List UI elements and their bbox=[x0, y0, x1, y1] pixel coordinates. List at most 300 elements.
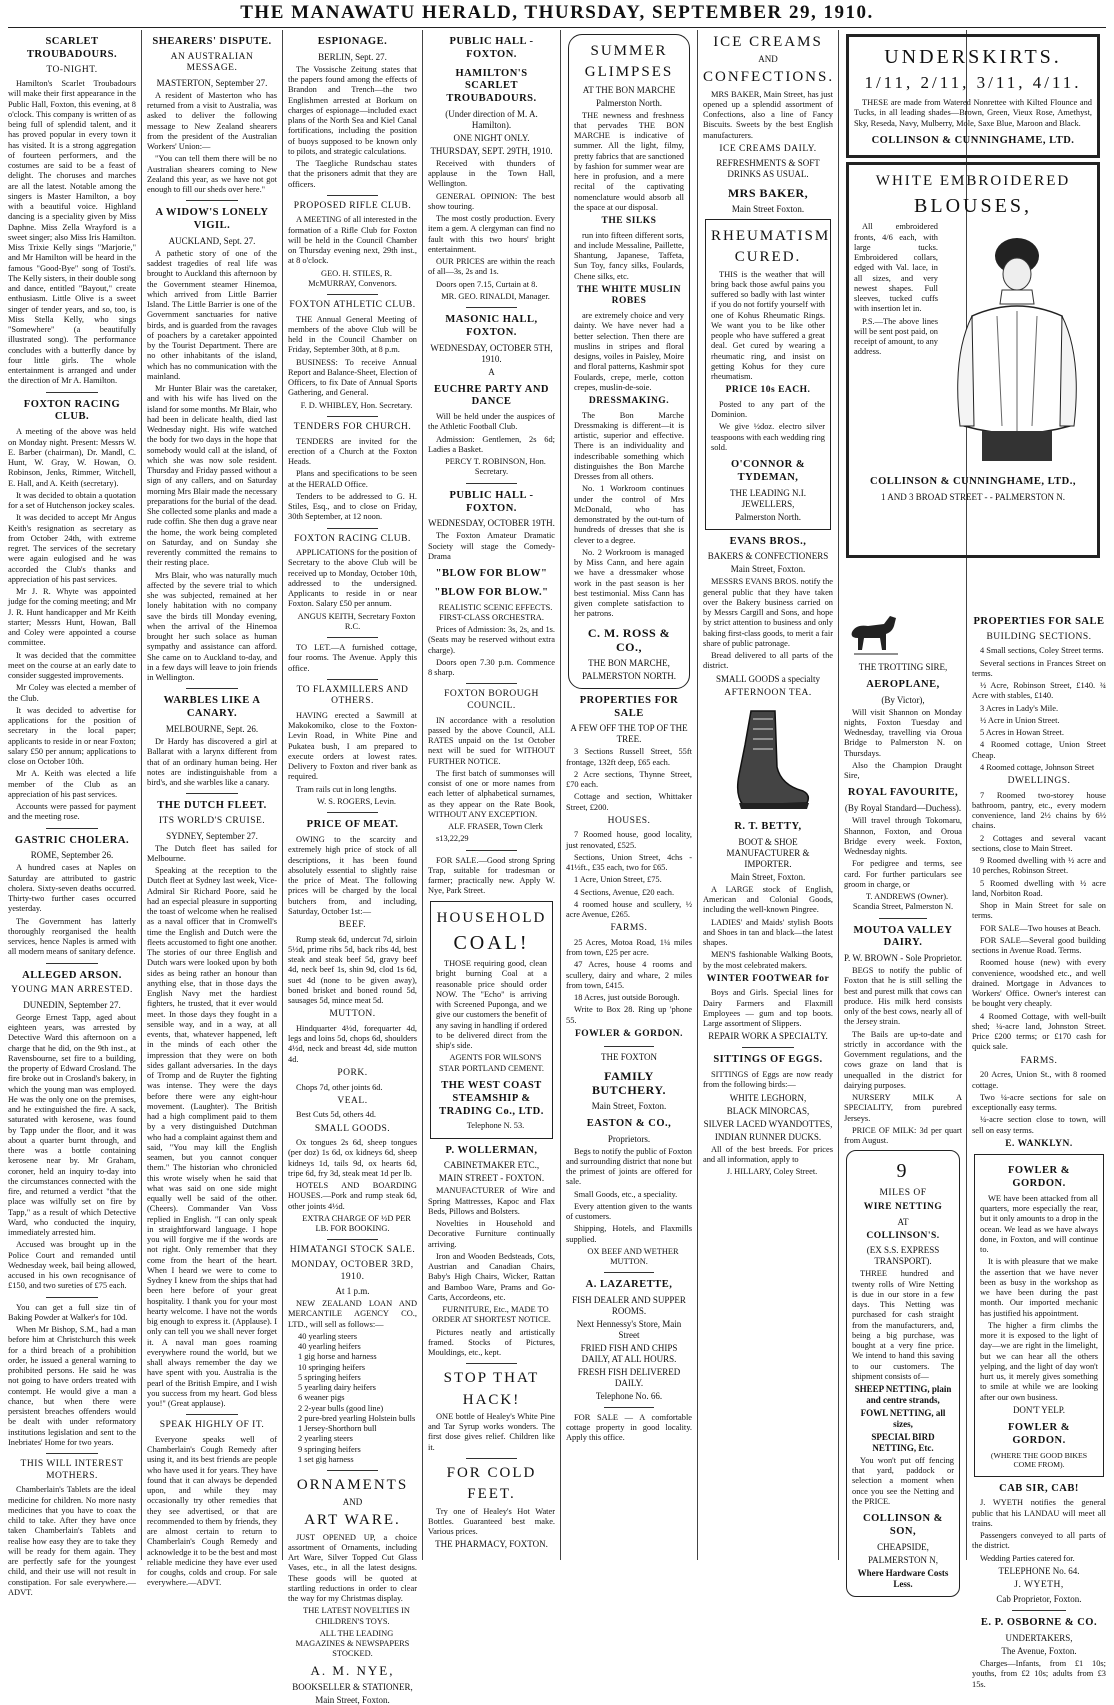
ad-heading: CONFECTIONS. bbox=[703, 69, 835, 86]
coal-ad bbox=[430, 901, 553, 1139]
paragraph: Also the Champion Draught Sire, bbox=[844, 760, 962, 781]
ad-line: WEDNESDAY, OCTOBER 5TH, 1910. bbox=[430, 342, 553, 364]
ad-signature: COLLINSON & SON, bbox=[863, 1513, 943, 1537]
ad-line: Telephone No. 66. bbox=[595, 1390, 663, 1401]
signature: MR. GEO. RINALDI, Manager. bbox=[441, 291, 550, 301]
dateline: MASTERTON, September 27. bbox=[156, 77, 268, 88]
paragraph: Small Goods, etc., a speciality. bbox=[574, 1189, 678, 1199]
list-item: 6 weaner pigs bbox=[298, 1393, 345, 1403]
separator bbox=[46, 1297, 97, 1298]
paragraph: HAVING erected a Sawmill at Makokomiko, close to the Foxton-Levin Road, in White Pine and Pukatea bush, I am prepared to execute orders at lowest rates. Delivery to Foxton and river bank as required. bbox=[288, 710, 417, 782]
list-item: 47 Acres, house 4 rooms and scullery, dairy and whare, 2 miles from town, £415. bbox=[566, 960, 692, 990]
paragraph: Mr J. R. Whyte was appointed judge for the coming meeting; and Mr J. R. Hunt handicapper and Mr Keith starter; Messrs Hunt, Howan, Ball and Coley were appointed a course committee. bbox=[8, 587, 136, 648]
ad-heading: EVANS BROS., bbox=[729, 535, 807, 547]
ad-heading: COAL! bbox=[453, 931, 530, 954]
separator bbox=[186, 688, 238, 689]
paragraph: FURNITURE, Etc., MADE TO ORDER AT SHORTEST NOTICE. bbox=[432, 1305, 551, 1325]
paragraph: ONE bottle of Healey's White Pine and Tar Syrup works wonders. The first dose gives relief. Children like it. bbox=[428, 1411, 555, 1452]
paragraph: PRICE OF MILK: 3d per quart from August. bbox=[844, 1125, 962, 1146]
separator bbox=[466, 483, 517, 484]
separator bbox=[186, 1414, 238, 1415]
separator bbox=[327, 294, 379, 295]
ad-line: ONE NIGHT ONLY. bbox=[453, 132, 530, 143]
list-item: 4 roomed house and scullery, ½ acre Avenue, £265. bbox=[566, 899, 692, 920]
column-1 bbox=[8, 30, 136, 1597]
paragraph: For pedigree and terms, see card. For further particulars see groom in charge, or bbox=[844, 859, 962, 889]
paragraph: The Taegliche Rundschau states that the prisoners admit that they are officers. bbox=[288, 159, 417, 189]
signature: F. D. WHIBLEY, Hon. Secretary. bbox=[300, 400, 413, 410]
ad-line: (WHERE THE GOOD BIKES COME FROM). bbox=[990, 1450, 1088, 1470]
paragraph: The higher a firm climbs the more it is exposed to the light of day—we are right in the limelight, but we can hear all the others yelping, and the light of day won't hurt us, it merely gives something to smile at while we are looking after our own business. bbox=[980, 1320, 1098, 1402]
separator bbox=[466, 1363, 517, 1364]
subheading: ICE CREAMS DAILY. bbox=[719, 143, 817, 154]
ad-heading: HACK! bbox=[462, 1391, 521, 1408]
subheading: MONDAY, OCTOBER 3RD, 1910. bbox=[291, 1260, 414, 1282]
subheading: MUTTON. bbox=[329, 1009, 376, 1020]
paragraph: Posted to any part of the Dominion. bbox=[711, 399, 825, 420]
paragraph: You can get a full size tin of Baking Powder at Walker's for 10d. bbox=[8, 1302, 136, 1322]
subheading: DRESSMAKING. bbox=[588, 396, 670, 407]
paragraph: BEGS to notify the public of Foxton that he is still selling the best and purest milk that cows can produce. His milk herd consists only of the best cows, nearly all of the Jersey strain. bbox=[844, 966, 962, 1027]
list-item: 2 Cottages and several vacant sections, close to Main Street. bbox=[972, 833, 1106, 853]
paragraph: Charges—Infants, from £1 10s; youths, from £2 10s; adults from £3 15s. bbox=[972, 1659, 1106, 1689]
paragraph: Begs to notify the public of Foxton and surrounding district that none but the primest of joints are offered for sale. bbox=[566, 1146, 692, 1187]
paragraph: Mr Hunter Blair was the caretaker, and with his wife has lived on the island for some months. Mr Blair, who had been in delicate health, died last Wednesday night. His wife watched the body for two days in the hope that somebody would call at the island, of which she was now sole resident. Thursday and Friday passed without a sign of any callers, and on Saturday morning Mrs Blair made the necessary preparations for the burial of the dead. She collected some planks and made a rude coffin. She then dug a grave near the home, the work being completed on Saturday, and on Sunday she reverently committed the remains to their resting place. bbox=[147, 384, 278, 568]
ad-line: BOOT & SHOE MANUFACTURER & IMPORTER. bbox=[726, 836, 810, 869]
ad-line: REPAIR WORK A SPECIALTY. bbox=[708, 1031, 828, 1042]
ad-heading: FEET. bbox=[467, 1486, 516, 1503]
paragraph: Two ¼-acre sections for sale on exceptionally easy terms. bbox=[972, 1092, 1106, 1113]
paragraph: No. 1 Workroom continues under the control of Mrs McDonald, who has demonstrated by the out-turn of hundreds of dresses that she is clever to a degree. bbox=[574, 484, 684, 545]
subheading: BEEF. bbox=[338, 920, 367, 931]
paragraph: REALISTIC SCENIC EFFECTS. FIRST-CLASS ORCHESTRA. bbox=[438, 602, 553, 622]
list-item: 3 Sections Russell Street, 55ft frontage, 132ft deep, £65 each. bbox=[566, 747, 692, 767]
ad-line: REFRESHMENTS & SOFT DRINKS AS USUAL. bbox=[716, 158, 820, 180]
ad-heading: GLIMPSES bbox=[584, 64, 674, 81]
ad-line: FRESH FISH DELIVERED DAILY. bbox=[577, 1366, 681, 1388]
separator bbox=[327, 416, 379, 417]
paragraph: MANUFACTURER of Wire and Spring Mattresses, Kapoc and Flax Beds, Pillows and Bolsters. bbox=[428, 1186, 555, 1216]
paragraph: Dr Hardy has discovered a girl at Ballarat with a larynx different from that of an ordinary human being. Her notes are indistinguishable from a bird's, and she warbles like a canary. bbox=[147, 737, 277, 788]
list-item: SHEEP NETTING, plain and centre strands, bbox=[854, 1384, 952, 1406]
dateline: MELBOURNE, Sept. 26. bbox=[165, 724, 259, 735]
ad-heading: SUMMER bbox=[590, 43, 668, 59]
list-item: BLACK MINORCAS, bbox=[726, 1105, 810, 1116]
ad-heading: AND bbox=[342, 1497, 363, 1508]
heading: HIMATANGI STOCK SALE. bbox=[289, 1245, 416, 1256]
paragraph: A meeting of the above was held on Monday night. Present: Messrs W. E. Barber (chairman), Dr. Mandl, C. Hunt, W. Gray, W. Howan, O. Robinson, Jenks, Rimmer, Witchell, E. Hall, and A. Keith (secretary). bbox=[8, 427, 136, 488]
subheading: BUILDING SECTIONS. bbox=[986, 631, 1092, 642]
column-2 bbox=[147, 30, 278, 1588]
ad-heading: PROPERTIES FOR SALE bbox=[579, 694, 679, 719]
ad-heading: ORNAMENTS bbox=[296, 1477, 409, 1494]
ad-line: PALMERSTON N, bbox=[867, 1554, 939, 1565]
ad-heading: C. M. ROSS & CO., bbox=[587, 625, 671, 655]
heading: SCARLET TROUBADOURS. bbox=[26, 36, 118, 60]
subheading: THE SILKS bbox=[601, 216, 657, 227]
paragraph: Shipping, Hotels, and Flaxmills supplied. bbox=[566, 1224, 692, 1244]
ad-heading: UNDERSKIRTS. bbox=[884, 46, 1062, 68]
ad-heading: CAB SIR, CAB! bbox=[999, 1482, 1079, 1494]
paragraph: 20 Acres, Union St., with 8 roomed cottage. bbox=[972, 1070, 1106, 1090]
paragraph: The Bon Marche Dressmaking is different—it is artistic, superior and effective. There is an individuality and indescribable something which distinguishes the Bon Marche Dresses from all others. bbox=[574, 410, 684, 482]
paragraph: Will visit Shannon on Monday nights, Foxton Tuesday and Wednesday, travelling via Oroua Bridge to Palmerston N. on Thursdays. bbox=[844, 707, 962, 758]
column-rule bbox=[697, 30, 698, 1560]
paragraph: Shop in Main Street for sale on terms. bbox=[972, 901, 1106, 921]
netting-ad bbox=[846, 1150, 960, 1596]
ad-heading: COLLINSON'S. bbox=[866, 1230, 940, 1241]
subheading: AFTERNOON TEA. bbox=[724, 687, 812, 698]
ad-line: 1 AND 3 BROAD STREET - - PALMERSTON N. bbox=[880, 492, 1066, 503]
separator bbox=[879, 918, 926, 919]
paragraph: Chops 7d, other joints 6d. bbox=[296, 1082, 383, 1092]
paragraph: THOSE requiring good, clean bright burning Coal at a reasonable price should order NOW. The "Echo" is arriving with Screened Puponga, and we give our customers the benefit of any saving in handling if ordered to be delivered direct from the ship's side. bbox=[436, 959, 547, 1051]
separator bbox=[604, 1272, 654, 1273]
ad-heading: RHEUMATISM bbox=[711, 227, 831, 244]
list-item: 2 Acre sections, Thynne Street, £70 each. bbox=[566, 769, 692, 790]
paragraph: Hindquarter 4½d, forequarter 4d, legs and loins 5d, chops 6d, shoulders 4½d, neck and breast 4d, side mutton 4d. bbox=[288, 1023, 417, 1064]
list-item: 40 yearling heifers bbox=[298, 1342, 361, 1352]
paragraph: Received with thunders of applause in the Town Hall, Wellington. bbox=[428, 158, 555, 189]
separator bbox=[604, 1407, 654, 1408]
ad-line: Main Street, Foxton. bbox=[730, 564, 806, 575]
paragraph: Accounts were passed for payment and the meeting rose. bbox=[8, 802, 136, 822]
heading: SPEAK HIGHLY OF IT. bbox=[159, 1420, 265, 1431]
paragraph: FOR SALE.—Good strong Spring Trap, suitable for tradesman or farmer; practically new. Apply W. Nye, Park Street. bbox=[428, 855, 555, 896]
paragraph: Doors open 7.15, Curtain at 8. bbox=[436, 279, 538, 289]
ad-signature: COLLINSON & CUNNINGHAME, LTD., bbox=[870, 476, 1076, 488]
paragraph: Will be held under the auspices of the Athletic Football Club. bbox=[428, 412, 555, 432]
ad-line: Proprietors. bbox=[607, 1133, 651, 1144]
ad-line: (Under direction of M. A. Hamilton). bbox=[445, 108, 538, 130]
paragraph: It was decided to obtain a quotation for a set of Hutchenson jockey scales. bbox=[8, 490, 136, 511]
paragraph: 4 Roomed Cottage, with well-built shed; ¼-acre land, Johnston Street. Price £200 terms; or £170 cash for quick sale. bbox=[972, 1011, 1106, 1052]
ad-heading: MRS BAKER, bbox=[727, 186, 809, 201]
paragraph: Accused was brought up in the Police Court and remanded until Wednesday week, bail being allowed, accused in his own recognisance of £150, and two sureties of £75 each. bbox=[8, 1240, 136, 1291]
rheumatism-ad bbox=[705, 219, 831, 530]
paragraph: J. WYETH notifies the general public that his LANDAU will meet all trains. bbox=[972, 1498, 1106, 1528]
masthead: THE MANAWATU HERALD, THURSDAY, SEPTEMBER 29, 1910. bbox=[240, 2, 874, 23]
list-item: 2 pure-bred yearling Holstein bulls bbox=[298, 1413, 416, 1423]
ad-line: Main Street, Foxton. bbox=[730, 871, 806, 882]
list-item: 5 springing heifers bbox=[298, 1372, 361, 1382]
ad-heading: ART WARE. bbox=[304, 1512, 401, 1529]
paragraph: All embroidered fronts, 4/6 each, with large tucks. Embroidered collars, edged with Val. lace, in all sizes, and very newest shapes. Full sleeves, tucked cuffs with insertion let in. bbox=[854, 222, 938, 314]
paragraph: APPLICATIONS for the position of Secretary to the above Club will be received up to Monday, October 10th, addressed to the undersigned. Applicants to reside in or near Foxton. Salary £50 per annum. bbox=[288, 548, 417, 609]
ad-code: s13,22,29 bbox=[436, 834, 469, 844]
paragraph: BUSINESS: To receive Annual Report and Balance-Sheet, Election of Officers, to fix Date of Annual Sports Gathering, and General. bbox=[288, 357, 417, 398]
ad-heading: PROPERTIES FOR SALE bbox=[973, 616, 1105, 627]
column-5 bbox=[566, 30, 692, 1560]
list-item: 9 Roomed dwelling with ½ acre and 10 perches, Robinson Street. bbox=[972, 856, 1106, 876]
subheading: FARMS. bbox=[1020, 1055, 1058, 1066]
ad-heading: FOWLER & GORDON. bbox=[1007, 1165, 1071, 1190]
column-rule bbox=[282, 30, 283, 1560]
list-item: Sections, Union Street, 4chs - 41½ft., £35 each, two for £65. bbox=[566, 852, 692, 873]
paragraph: AGENTS FOR WILSON'S STAR PORTLAND CEMENT. bbox=[439, 1053, 544, 1073]
paragraph: "You can tell them there will be no Australian shearers coming to New Zealand this year, as we have not got enough to fill our sheds over here." bbox=[147, 154, 277, 195]
ad-line: AT THE BON MARCHE bbox=[582, 84, 676, 95]
separator bbox=[327, 195, 379, 196]
ad-heading: A. LAZARETTE, bbox=[585, 1279, 673, 1291]
paragraph: SITTINGS of Eggs are now ready from the following birds:— bbox=[703, 1070, 833, 1090]
list-item: 10 springing heifers bbox=[298, 1362, 365, 1372]
paragraph: IN accordance with a resolution passed by the above Council, ALL RATES unpaid on the 1st October next will be sued for WITHOUT FURTHER NOTICE. bbox=[428, 715, 555, 766]
paragraph: Rump steak 6d, undercut 7d, sirloin 5½d, prime ribs 5d, back ribs 4d, best steak and steak beef 5d, gravy beef 4d, neck beef 1s, shin 9d, clod 1s 6d, suet 4d (none to be given away), boned brisket and boned round 5d, sausages 5d, mince meat 5d. bbox=[288, 934, 417, 1006]
ad-line: Next Hennessy's Store, Main Street bbox=[576, 1318, 682, 1340]
separator bbox=[186, 793, 238, 794]
list-item: 7 Roomed two-storey house bathroom, pantry, etc., every modern convenience, land 2½ chains by 6½ chains. bbox=[972, 790, 1106, 831]
ad-heading: MILES OF bbox=[879, 1187, 927, 1198]
ad-heading: EASTON & CO., bbox=[586, 1117, 672, 1129]
paragraph: P.S.—The above lines will be sent post paid, on receipt of amount, to any address. bbox=[854, 316, 938, 357]
ad-line: The Avenue, Foxton. bbox=[1001, 1646, 1077, 1657]
subheading: FARMS. bbox=[610, 923, 648, 934]
ad-line: THE FOXTON bbox=[600, 1051, 658, 1062]
paragraph: It was decided to advertise for applications for the position of secretary in the local paper; applicants to reside in or near Foxton; salary £50 per annum; applications to close on October 10th. bbox=[8, 705, 136, 767]
paragraph: The first batch of summonses will consist of one or more names from each letter of alphabetical surnames, as they appear on the Rate Book, WITHOUT ANY EXCEPTION. bbox=[428, 768, 555, 819]
subheading: YOUNG MAN ARRESTED. bbox=[11, 985, 133, 996]
paragraph: THE Annual General Meeting of members of the above Club will be held in the Council Chamber on Friday, September 30th, at 8 p.m. bbox=[288, 314, 417, 355]
heading: TENDERS FOR CHURCH. bbox=[293, 421, 412, 432]
separator bbox=[742, 1047, 794, 1048]
list-item: 7 Roomed house, good locality, just renovated, £525. bbox=[566, 830, 692, 850]
list-item: 25 Acres, Motoa Road, 1¼ miles from town, £25 per acre. bbox=[566, 937, 692, 958]
list-item: 4 Sections, Avenue, £20 each. bbox=[574, 887, 675, 897]
ad-line: (By Royal Standard—Duchess). bbox=[844, 803, 962, 814]
separator bbox=[327, 528, 379, 529]
column-8 bbox=[972, 610, 1106, 1689]
dateline: SYDNEY, September 27. bbox=[166, 830, 258, 841]
ad-line: FRIED FISH AND CHIPS DAILY, AT ALL HOURS. bbox=[580, 1342, 678, 1364]
separator bbox=[186, 200, 238, 201]
ad-heading: HAMILTON'S SCARLET TROUBADOURS. bbox=[446, 67, 537, 105]
paragraph: OUR PRICES are within the reach of all—3s, 2s and 1s. bbox=[428, 257, 555, 277]
ad-signature: COLLINSON & CUNNINGHAME, LTD. bbox=[871, 134, 1075, 146]
subheading: PORK. bbox=[337, 1067, 368, 1078]
paragraph: No. 2 Workroom is managed by Miss Cann, and here again we have a dressmaker whose work in the past season is her best testimonial. Miss Cann has given complete satisfaction to her patrons. bbox=[574, 547, 684, 619]
column-rule bbox=[560, 30, 561, 1560]
separator bbox=[327, 812, 379, 813]
ad-line: Main Street, Foxton. bbox=[591, 1100, 667, 1111]
ad-line: DON'T YELP. bbox=[1012, 1404, 1066, 1415]
subheading: DWELLINGS. bbox=[1007, 776, 1071, 787]
column-rule bbox=[422, 30, 423, 1560]
column-3 bbox=[288, 30, 417, 1705]
separator bbox=[327, 1239, 379, 1240]
paragraph: Chamberlain's Tablets are the ideal medicine for children. No more nasty medicines that you have to coax the child to take. After they have once taken Chamberlain's Tablets and realise how easy they are to take they will be ready for them again. They are perfectly safe for the youngest child, and their use will not result in constipation. For sale everywhere.—ADVT. bbox=[8, 1485, 136, 1597]
paragraph: MESSRS EVANS BROS. notify the general public that they have taken over the Bakery business carried on by Messrs Cargill and Sons, and hope by strict attention to business and only baking first-class goods, to merit a fair share of public patronage. bbox=[703, 577, 833, 648]
ad-line: THURSDAY, SEPT. 29TH, 1910. bbox=[430, 145, 553, 156]
paragraph: Admission: Gentlemen, 2s 6d; Ladies a Basket. bbox=[428, 434, 555, 454]
ad-line: A bbox=[488, 366, 495, 377]
paragraph: Speaking at the reception to the Dutch fleet at Sydney last week, Vice-Admiral Sir Richard Poore, said he had an especial pleasure in supporting the toast of welcome when he realised as a naval officer that in Cromwell's time the English and Dutch were the fleets accustomed to fight one another. The stories of our three English and Dutch wars were looked upon by both sides as being rather an honour than anything else, that in those days the English Navy met the hardiest fighters, he trusted, that it ever would meet. In those days they fought in a sensible way, and in a way, at all events, that, whatever happened, left in the minds of each other the impression that they were on both sides gallant adversaries. In the days of Tromp and de Ruyter the fighting was intense. They were the days before there were any eight-hour movement. (Laughter). The British had a high compliment paid to them by a very distinguished Dutchman who had a complaint against them and said, "You may kill the English seamen, but you cannot conquer them." The historian who chronicled this wrote wisely when he said that what was said on one side might equally well be said of the other. (Cheers). Commander Van Voss replied in English. "I can only speak in straightforward language. I hope you will forgive me if the words are not right. Only remember that they come from the heart of the heart. When I heard we were to come to Sydney I knew from the ships that had been here before of your great hospitality. I thank you for your most hearty welcome. I have not the words big enough to express it. (Applause). I only can tell you we shall never forget it. A naval man goes roaming everywhere round the world, but we shall always remember the day we have spent with you. Australia is the pearl of the British Empire, and I wish you success from my heart. God bless you!" (Great applause). bbox=[147, 866, 277, 1409]
ad-heading: WIRE NETTING bbox=[863, 1202, 943, 1213]
paragraph: Plans and specifications to be seen at the HERALD Office. bbox=[288, 469, 417, 489]
paragraph: are extremely choice and very dainty. We have never had a better selection. Then there are muslins in stripes and floral designs, voiles in Paisley, Moire and floral patterns, Kashmir spot Foulards, crepe, merle, cotton crepes, muslin-de-soie. bbox=[574, 311, 685, 392]
paragraph: When Mr Bishop, S.M., had a man before him at Christchurch this week for a third breach of a prohibition order, he issued a general warning to prohibited persons. He said he was not going to have orders treated with contempt. He would give a man a chance, but when there were persistent breaches offenders would be dealt with under reformatory institutions legislation and sent to the Inebriates' Home for two years. bbox=[8, 1325, 136, 1447]
paragraph: The most costly production. Every item a gem. A clergyman can find no fault with this two hours' bright entertainment. bbox=[428, 214, 555, 254]
paragraph: You won't put off fencing that yard, paddock or selection a moment when once you see the Netting and the PRICE. bbox=[852, 1455, 954, 1506]
paragraph: JUST OPENED UP, a choice assortment of Ornaments, including Art Ware, Silver Topped Cut Glass Vases, etc., in all the latest designs. These goods will be quoted at startling reductions in order to clear the way for my Christmas display. bbox=[288, 1532, 417, 1604]
list-item: 18 Acres, just outside Borough. bbox=[574, 993, 680, 1003]
boot-illustration-icon bbox=[723, 705, 813, 815]
paragraph: Tram rails cut in long lengths. bbox=[296, 784, 397, 794]
paragraph: Boys and Girls. Special lines for Dairy Farmers and Flaxmill Employees — gum and top boots. Large assortment of Slippers. bbox=[703, 988, 833, 1029]
separator bbox=[604, 1046, 654, 1047]
separator bbox=[46, 1453, 97, 1454]
paragraph: FOR SALE—Two houses at Beach. bbox=[980, 923, 1101, 933]
ad-heading: E. P. OSBORNE & CO. bbox=[980, 1617, 1098, 1629]
ad-address: Main Street, Foxton. bbox=[315, 1694, 390, 1705]
dateline: At 1 p.m. bbox=[335, 1286, 370, 1297]
ad-heading: AEROPLANE, bbox=[866, 678, 940, 690]
ad-line: AND bbox=[758, 54, 778, 65]
ad-line: CHEAPSIDE, bbox=[877, 1541, 929, 1552]
list-item: SPECIAL BIRD NETTING, Etc. bbox=[871, 1431, 935, 1453]
ad-line: AT bbox=[897, 1216, 909, 1227]
paragraph: Mrs Blair, who was naturally much affected by the severe trial to which she was subjected, remained at her lonely habitation with no company save the birds till Monday evening, when the arrival of the Hinemoa brought her such solace as human sympathy and assistance can afford. She came on to Auckland to-day, and in a few days will leave to join friends in Wellington. bbox=[147, 570, 277, 683]
subheading: AN AUSTRALIAN MESSAGE. bbox=[170, 51, 254, 74]
ad-heading: O'CONNOR & TYDEMAN, bbox=[730, 459, 806, 483]
signature: ALF. FRASER, Town Clerk bbox=[448, 822, 543, 832]
subheading: THE WHITE MUSLIN ROBES bbox=[577, 284, 681, 307]
heading: PRICE OF MEAT. bbox=[306, 819, 399, 831]
paragraph: Passengers conveyed to all parts of the district. bbox=[972, 1531, 1106, 1551]
ad-line: Palmerston North. bbox=[735, 511, 801, 522]
paragraph: Ox tongues 2s 6d, sheep tongues (per doz) 1s 6d, ox kidneys 6d, sheep kidneys 1d, tails 9d, ox hearts 6d, tripe 6d, fry 3d, steak meat 1d per lb. bbox=[288, 1138, 417, 1178]
paragraph: Hamilton's Scarlet Troubadours will make their first appearance in the Public Hall, Foxton, this evening, at 8 o'clock. This company is written of as being full of splendid talent, and it has proved popular in every town it has visited. It is a strong aggregation of fourteen performers, and the costumes are said to be a feast of delight. The choruses and marches are all the latest. Notable among the singers is Master Hamilton, a boy with a beautiful voice. Highland dancing is a speciality given by Miss Daphne. Miss Zella Wrayford is a sweet singer; also Miss Iris Hamilton. Miss Trixie Kelly sings "Marjorie," and Mr Hamilton will be heard in the famous "Good-Bye" song of Tosti's. The Kelly sisters, in their double song and dance, entitled "Bayout," create enthusiasm. Little Olive is a sweet singer of tender years, and so, too, is Miss Stella Kelly, who sings "Somewhere" (a beautifully illustrated song). The performance concludes with a butterfly dance by four little girls. The whole entertainment is arranged and under the direction of Mr A. Hamilton. bbox=[8, 79, 136, 386]
paragraph: All of the best breeds. For prices and all information, apply to bbox=[703, 1144, 833, 1164]
separator bbox=[466, 1458, 517, 1459]
list-item: 1 gig horse and harness bbox=[298, 1352, 377, 1362]
paragraph: Everyone speaks well of Chamberlain's Cough Remedy after using it, and its best friends are people who have used it for years. They have found that it can always be depended upon, and while they may occasionally try other remedies that they see advertised, or that are recommended to them by friends, they are almost certain to return to Chamberlain's Cough Remedy and acknowledge it to be the best and most reliable medicine they have ever used for coughs, colds and croup. For sale everywhere.—ADVT. bbox=[147, 1434, 278, 1588]
ad-heading: STOP THAT bbox=[443, 1370, 540, 1387]
list-item: 4 Roomed cottage, Johnson Street bbox=[980, 762, 1095, 772]
list-item: 5 Roomed dwelling with ½ acre land, Norbiton Road. bbox=[972, 878, 1106, 898]
summer-ad bbox=[568, 34, 690, 689]
ad-line: Palmerston North. bbox=[596, 97, 662, 108]
ad-line: THE TROTTING SIRE, bbox=[858, 662, 948, 672]
list-item: ½ Acre in Union Street. bbox=[980, 715, 1060, 725]
paragraph: OX BEEF AND WETHER MUTTON. bbox=[587, 1246, 679, 1266]
ad-line: BAKERS & CONFECTIONERS bbox=[707, 551, 829, 562]
dateline: ROME, September 26. bbox=[30, 850, 114, 861]
ad-heading: 9 bbox=[896, 1160, 910, 1183]
signature: GEO. H. STILES, R. McMURRAY, Convenors. bbox=[308, 268, 397, 288]
signature: FOWLER & GORDON. bbox=[574, 1028, 683, 1039]
ad-heading: PUBLIC HALL - FOXTON. bbox=[449, 489, 534, 514]
ad-heading: PUBLIC HALL - FOXTON. bbox=[449, 36, 534, 60]
paragraph: EXTRA CHARGE OF ½D PER LB. FOR BOOKING. bbox=[302, 1213, 411, 1234]
ad-subheading: BOOKSELLER & STATIONER, bbox=[292, 1681, 413, 1692]
ad-line: SMALL GOODS a specialty bbox=[716, 673, 820, 684]
paragraph: LADIES' and Maids' stylish Boots and Shoes in tan and black—the latest shapes. bbox=[703, 917, 833, 948]
paragraph: ¼-acre section close to town, will sell on easy terms. bbox=[972, 1115, 1106, 1135]
blouse-illustration-icon bbox=[942, 226, 1092, 466]
column-7 bbox=[844, 610, 963, 1589]
ad-heading: EUCHRE PARTY AND DANCE bbox=[434, 383, 549, 408]
paragraph: TENDERS are invited for the erection of a Church at the Foxton Heads. bbox=[288, 436, 417, 466]
ad-line: WEDNESDAY, OCTOBER 19TH. bbox=[428, 518, 555, 529]
paragraph: OWING to the scarcity and extremely high price of stock of all descriptions, it has been found absolutely essential to slightly raise the price of Meat. The following prices will be charged by the local butchers from, and including, Saturday, October 1st:— bbox=[288, 835, 417, 916]
ad-line: (EX S.S. EXPRESS TRANSPORT). bbox=[866, 1245, 940, 1267]
ad-heading: SITTINGS OF EGGS. bbox=[713, 1054, 823, 1066]
ad-heading: "BLOW FOR BLOW." bbox=[434, 586, 549, 598]
paragraph: It is with pleasure that we make the assertion that we have never been as busy in the workshop as we have been during the past month. Our imported mechanic has justified his appointment. bbox=[980, 1257, 1098, 1318]
signature: PERCY T. ROBINSON, Hon. Secretary. bbox=[445, 457, 546, 477]
paragraph: George Ernest Tapp, aged about eighteen years, was arrested by Detective Ward this afternoon on a charge that he did, on the 9th inst., at Ravensbourne, set fire to a building, the property of Edward Crosland. The fire broke out in Crosland's bakery, in which the young man was employed. He was the only one on the premises, and he extinguished the fire. A sack, saturated with kerosene, was found by Tapp under the floor, and it was about a quarter burnt through, and there was a bottle containing kerosene near by. Mr Graham, coroner, held an inquiry to-day into the circumstances connected with the fire, and returned a verdict "that the place was wilfully set on fire by Tapp," as a result of which Detective Ward, who conducted the inquiry, immediately arrested him. bbox=[8, 1012, 136, 1238]
paragraph: Iron and Wooden Bedsteads, Cots, Austrian and Canadian Chairs, Baby's High Chairs, Wicker, Rattan and Bamboo Ware, Prams and Go-Carts, Accordeons, etc. bbox=[428, 1251, 555, 1302]
paragraph: A pathetic story of one of the saddest tragedies of real life was brought to Auckland this afternoon by the Government steamer Hinemoa, which arrived from Little Barrier Island. The Little Barrier is one of the Government sanctuaries for native birds, and is guarded from the ravages of poachers by a caretaker appointed by the Tourist Department. There are no other inhabitants of the island, which has no communication with the mainland. bbox=[147, 248, 277, 381]
ad-heading: A. M. NYE, bbox=[310, 1662, 395, 1678]
paragraph: We give ½doz. electro silver teaspoons with each wedding ring sold. bbox=[711, 422, 825, 452]
heading: FOXTON RACING CLUB. bbox=[294, 533, 411, 544]
paragraph: Write to Box 28. Ring up 'phone 55. bbox=[566, 1005, 692, 1025]
blouse-text bbox=[854, 222, 938, 470]
list-item: 5 yearling dairy heifers bbox=[298, 1383, 376, 1393]
list-item: FOWL NETTING, all sizes, bbox=[860, 1408, 946, 1429]
separator bbox=[327, 1470, 379, 1471]
paragraph: THESE are made from Watered Nonrettee with Kilted Flounce and Tucks, in all leading shades—Brown, Green, Vieux Rose, Amethyst, Sky, Reseda, Navy, Mulberry, Mole, Saxe Blue, Maroon and Black. bbox=[854, 98, 1092, 128]
paragraph: The Foxton Amateur Dramatic Society will stage the Comedy-Drama bbox=[428, 531, 555, 561]
subheading: SMALL GOODS. bbox=[314, 1123, 391, 1134]
list-item: 9 springing heifers bbox=[298, 1444, 361, 1454]
ad-line: PALMERSTON NORTH. bbox=[582, 670, 676, 681]
list-item: 2 yearling steers bbox=[298, 1434, 353, 1444]
signature: T. ANDREWS (Owner). Scandia Street, Palmerston N. bbox=[852, 892, 954, 912]
list-item: WHITE LEGHORN, bbox=[729, 1092, 807, 1103]
separator bbox=[327, 679, 379, 680]
ad-heading: FAMILY BUTCHERY. bbox=[592, 1068, 666, 1098]
paragraph: MRS BAKER, Main Street, has just opened up a splendid assortment of Confections, also a line of Fancy Biscuits. Sweets by the best English manufacturers. bbox=[703, 89, 833, 140]
ad-heading: BLOUSES, bbox=[914, 194, 1032, 217]
separator bbox=[327, 637, 379, 638]
paragraph: Every attention given to the wants of customers. bbox=[566, 1201, 692, 1221]
dateline: AUCKLAND, Sept. 27. bbox=[168, 236, 256, 247]
column-7-top bbox=[844, 30, 1102, 600]
paragraph: A resident of Masterton who has returned from a visit to Australia, was asked to deliver the following message to New Zealand shearers from the president of the Australian Workers' Union:— bbox=[147, 90, 277, 152]
column-4 bbox=[428, 30, 555, 1560]
ad-line: TELEPHONE No. 64. bbox=[998, 1565, 1080, 1576]
ad-line: UNDERTAKERS, bbox=[1005, 1633, 1073, 1644]
ad-line: A FEW OFF THE TOP OF THE TREE. bbox=[570, 723, 688, 745]
separator bbox=[466, 307, 517, 308]
subheading: VEAL. bbox=[337, 1095, 368, 1106]
paragraph: THE LATEST NOVELTIES IN CHILDREN'S TOYS. bbox=[303, 1606, 410, 1626]
paragraph: HOTELS AND BOARDING HOUSES.—Pork and rump steak 6d, other joints 4½d. bbox=[288, 1181, 417, 1211]
paragraph: NEW ZEALAND LOAN AND MERCANTILE AGENCY CO., LTD., will sell as follows:— bbox=[288, 1299, 417, 1329]
paragraph: Best Cuts 5d, others 4d. bbox=[296, 1110, 377, 1120]
signature: ANGUS KEITH, Secretary Foxton R.C. bbox=[297, 611, 416, 631]
separator bbox=[46, 963, 97, 964]
paragraph: Tenders to be addressed to G. H. Stiles, Esq., and to close on Friday, 30th September, at 12 noon. bbox=[288, 491, 417, 522]
ad-line: THE PHARMACY, FOXTON. bbox=[435, 1539, 548, 1550]
ad-line: Cab Proprietor, Foxton. bbox=[996, 1594, 1082, 1605]
separator bbox=[1012, 1610, 1066, 1611]
heading: SHEARERS' DISPUTE. bbox=[152, 36, 272, 47]
paragraph: Telephone N. 53. bbox=[466, 1121, 525, 1131]
heading: THIS WILL INTEREST MOTHERS. bbox=[20, 1459, 124, 1481]
paragraph: Novelties in Household and Decorative Furniture continually arriving. bbox=[428, 1219, 555, 1249]
ad-line: P. W. BROWN - Sole Proprietor. bbox=[844, 953, 963, 964]
separator bbox=[466, 683, 517, 684]
paragraph: WE have been attacked from all quarters, more especially the rear, but it only amounts to a drop in the ocean. We lead as we have always done, in Foxton, and will continue to. bbox=[980, 1193, 1098, 1255]
list-item: 1 Acre, Union Street, £75. bbox=[574, 875, 662, 885]
paragraph: Mr A. Keith was elected a life member of the Club as an appreciation of his past services. bbox=[8, 769, 136, 799]
list-item: SILVER LACED WYANDOTTES, bbox=[703, 1118, 833, 1129]
subheading: HOUSES. bbox=[607, 815, 651, 826]
